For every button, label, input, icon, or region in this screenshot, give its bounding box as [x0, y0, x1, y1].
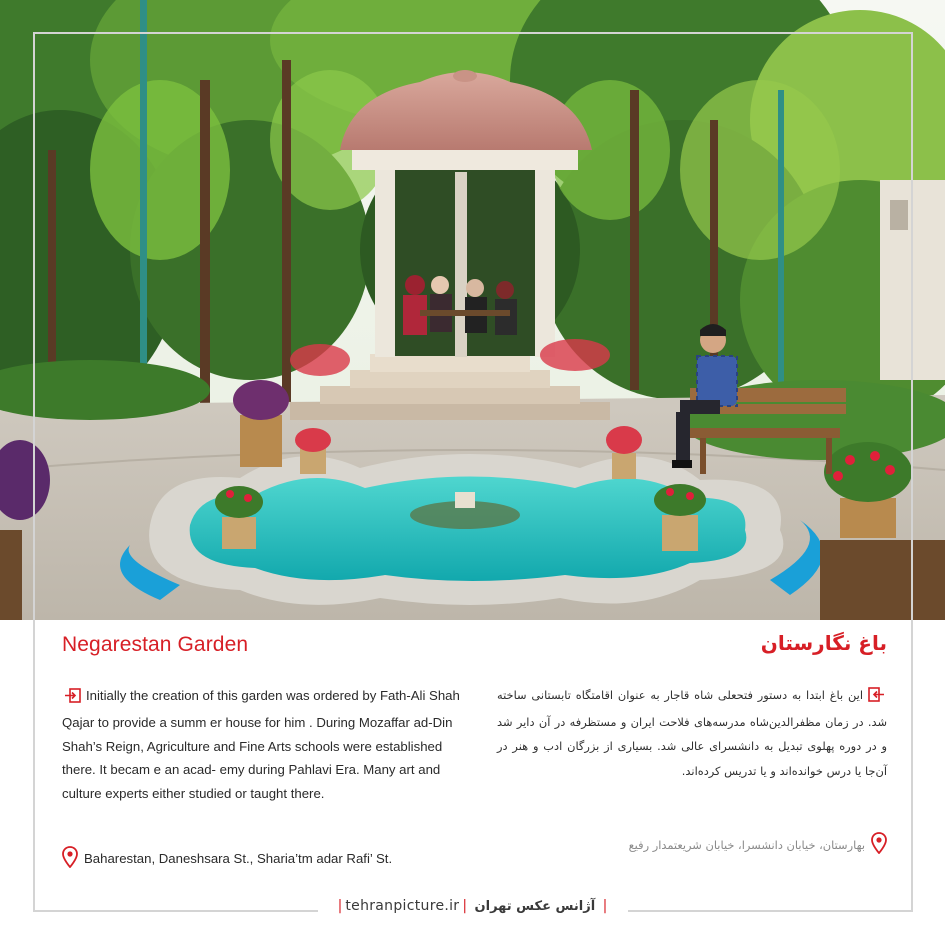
address-english-text: Baharestan, Daneshsara St., Sharia’tm adar Rafi’ St. — [84, 851, 393, 866]
arrow-into-box-icon — [868, 686, 885, 710]
title-english: Negarestan Garden — [62, 633, 249, 656]
location-pin-icon — [871, 832, 887, 857]
footer-agency-name: آژانس عکس تهران — [474, 899, 596, 914]
description-persian-text: این باغ ابتدا به دستور فتحعلی شاه قاجار به عنوان اقامتگاه تابستانی ساخته شد. در زمان مظفرالدین‌شاه مدرسه‌های فلاحت ایران و مستظرفه در آن دایر شد و در دوره پهلوی تبدیل به دانشسرای عالی شد. بسیاری از بزرگان ادب و هنر در آن‌جا یا درس خوانده‌اند و یا تدریس کرده‌اند. — [497, 688, 887, 778]
address-persian — [629, 832, 887, 857]
description-english — [62, 684, 462, 806]
title-persian: باغ نگارستان — [760, 631, 887, 655]
location-pin-icon — [62, 846, 78, 871]
footer-separator: | — [337, 898, 343, 914]
footer-separator: | — [602, 898, 608, 914]
arrow-into-box-icon — [64, 687, 81, 711]
description-english-text: Initially the creation of this garden was ordered by Fath-Ali Shah Qajar to provide a summ er house for him . During Mozaffar ad-Din Shah’s Reign, Agriculture and Fine Arts schools were established there. It becam e an acad- emy during Pahlavi Era. Many art and culture experts either studied or taught there. — [62, 688, 460, 802]
address-english — [62, 846, 392, 871]
footer — [0, 898, 945, 914]
description-persian — [497, 683, 887, 783]
footer-separator: | — [462, 898, 468, 914]
footer-website-link[interactable]: tehranpicture.ir — [345, 898, 460, 914]
address-persian-text: بهارستان، خیابان دانشسرا، خیابان شریعتمدار رفیع — [628, 837, 865, 852]
